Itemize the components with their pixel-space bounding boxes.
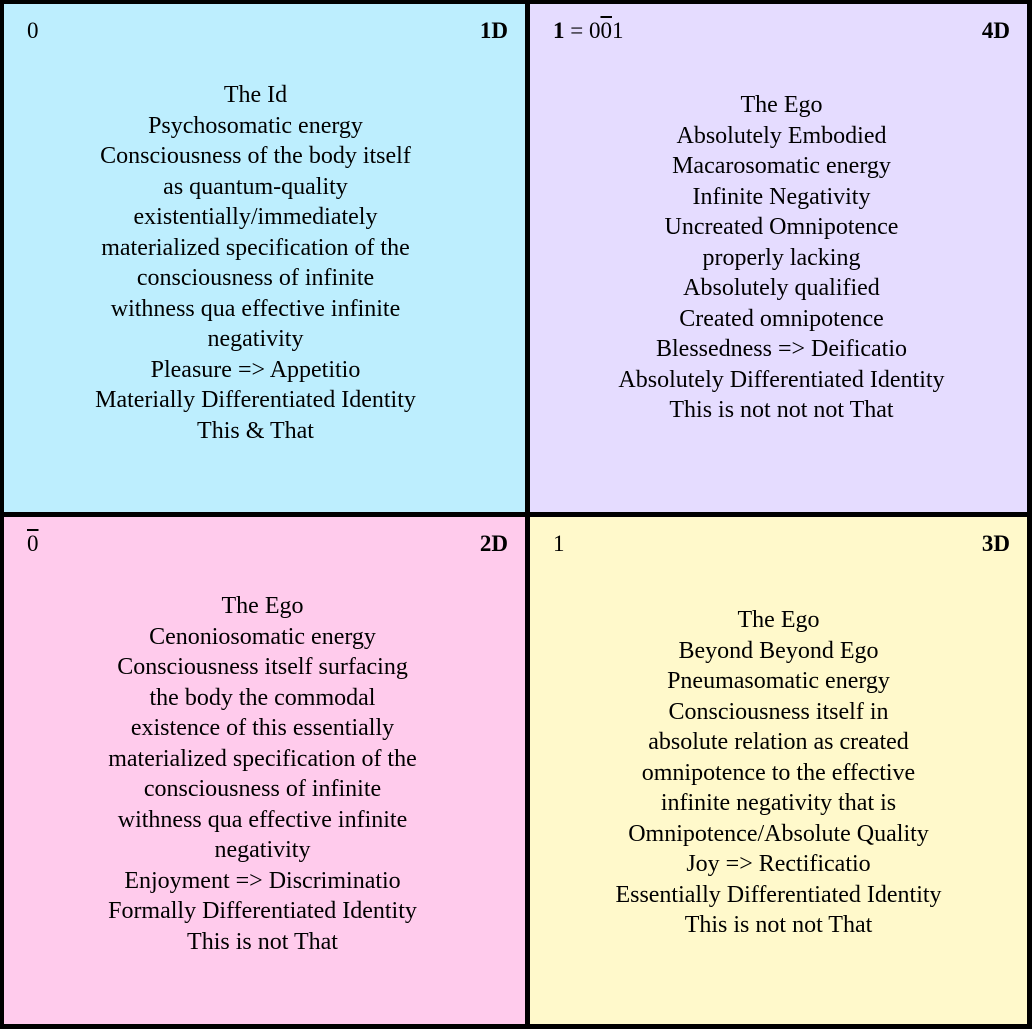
quadrant-1d-text-line: Psychosomatic energy bbox=[148, 112, 363, 139]
quadrant-2d bbox=[4, 517, 525, 1024]
quadrant-4d-text-line: The Ego bbox=[740, 92, 823, 118]
quadrant-4d-text-line: Infinite Negativity bbox=[692, 183, 871, 210]
quadrant-1d-text-line: materialized specification of the bbox=[101, 234, 410, 261]
quadrant-1d-text-line: Materially Differentiated Identity bbox=[95, 387, 416, 413]
quadrant-4d bbox=[530, 4, 1027, 512]
quadrant-2d-text-line: Formally Differentiated Identity bbox=[108, 898, 417, 924]
quadrant-3d-text-line: The Ego bbox=[737, 607, 820, 633]
quadrant-4d-index-eq: = 0 bbox=[564, 18, 601, 43]
quadrant-3d-text-line: Pneumasomatic energy bbox=[667, 668, 890, 694]
quadrant-4d-index-overline: 0 bbox=[600, 18, 612, 43]
quadrant-4d-text-line: Absolutely Embodied bbox=[676, 122, 887, 149]
quadrant-2d-text-line: negativity bbox=[214, 837, 311, 863]
quadrant-3d-text-line: omnipotence to the effective bbox=[641, 759, 916, 786]
quadrant-4d-text-line: Absolutely qualified bbox=[683, 275, 880, 301]
quadrant-4d-text bbox=[576, 90, 987, 426]
quadrant-4d-text-line: properly lacking bbox=[702, 244, 861, 271]
quadrant-1d-text-line: Pleasure => Appetitio bbox=[150, 356, 361, 383]
quadrant-2d-text-line: the body the commodal bbox=[149, 684, 376, 711]
quadrant-4d-text-line: Absolutely Differentiated Identity bbox=[618, 366, 945, 393]
quadrant-3d-label: 3D bbox=[981, 531, 1010, 556]
quadrant-4d-index-bold: 1 bbox=[553, 18, 565, 43]
quadrant-2d-text bbox=[24, 591, 501, 957]
quadrant-4d-text-line: Uncreated Omnipotence bbox=[664, 214, 899, 240]
quadrant-4d-text-line: Created omnipotence bbox=[679, 305, 884, 332]
quadrant-2d-text-line: Consciousness itself surfacing bbox=[117, 654, 408, 680]
quadrant-2d-text-line: The Ego bbox=[221, 593, 304, 619]
quadrant-4d-text-line: Macarosomatic energy bbox=[672, 153, 891, 179]
quadrant-1d-text-line: negativity bbox=[207, 326, 304, 352]
quadrant-1d-text bbox=[14, 80, 497, 446]
quadrant-3d-text-line: absolute relation as created bbox=[648, 729, 909, 755]
quadrant-2d-text-line: Cenoniosomatic energy bbox=[149, 623, 376, 650]
quadrant-2d-text-line: This is not That bbox=[187, 928, 338, 955]
quadrant-2d-index: 0 bbox=[27, 531, 39, 556]
quadrant-1d-text-line: consciousness of infinite bbox=[136, 265, 375, 291]
quadrant-2d-text-line: consciousness of infinite bbox=[143, 776, 382, 802]
quadrant-1d-text-line: as quantum-quality bbox=[163, 173, 348, 200]
quadrant-1d-text-line: withness qua effective infinite bbox=[110, 295, 401, 322]
quadrant-3d-text-line: Joy => Rectificatio bbox=[686, 851, 871, 877]
quadrant-3d-text-line: Essentially Differentiated Identity bbox=[615, 881, 942, 908]
quadrant-3d-index: 1 bbox=[553, 531, 565, 556]
quadrant-4d-text-line: This is not not not That bbox=[669, 397, 894, 423]
quadrant-1d-text-line: existentially/immediately bbox=[133, 204, 378, 230]
quadrant-2d-text-line: existence of this essentially bbox=[130, 715, 395, 741]
quadrant-4d-label: 4D bbox=[981, 18, 1010, 43]
quadrant-1d-text-line: The Id bbox=[223, 82, 288, 108]
quadrant-2d-text-line: materialized specification of the bbox=[108, 745, 417, 772]
quadrant-1d bbox=[4, 4, 525, 512]
quadrant-1d-index: 0 bbox=[27, 18, 39, 43]
quadrant-1d-label: 1D bbox=[479, 18, 508, 43]
quadrant-3d-text-line: This is not not That bbox=[684, 912, 873, 938]
quadrant-2d-text-line: Enjoyment => Discriminatio bbox=[124, 867, 401, 894]
quadrant-2d-text-line: withness qua effective infinite bbox=[117, 806, 408, 833]
quadrant-2d-label: 2D bbox=[479, 531, 508, 556]
quadrant-3d-text-line: Omnipotence/Absolute Quality bbox=[628, 820, 929, 847]
quadrant-3d bbox=[530, 517, 1027, 1024]
quadrant-4d-index bbox=[553, 19, 623, 42]
quadrant-1d-text-line: Consciousness of the body itself bbox=[100, 143, 411, 169]
quadrant-3d-text-line: Beyond Beyond Ego bbox=[678, 637, 879, 664]
quadrant-3d-text bbox=[570, 605, 987, 941]
quadrant-1d-text-line: This & That bbox=[197, 417, 314, 444]
quadrant-3d-text-line: Consciousness itself in bbox=[668, 698, 889, 725]
quadrant-4d-text-line: Blessedness => Deificatio bbox=[655, 336, 907, 362]
quadrant-3d-text-line: infinite negativity that is bbox=[660, 790, 897, 816]
quadrant-4d-index-suffix: 1 bbox=[611, 18, 624, 43]
